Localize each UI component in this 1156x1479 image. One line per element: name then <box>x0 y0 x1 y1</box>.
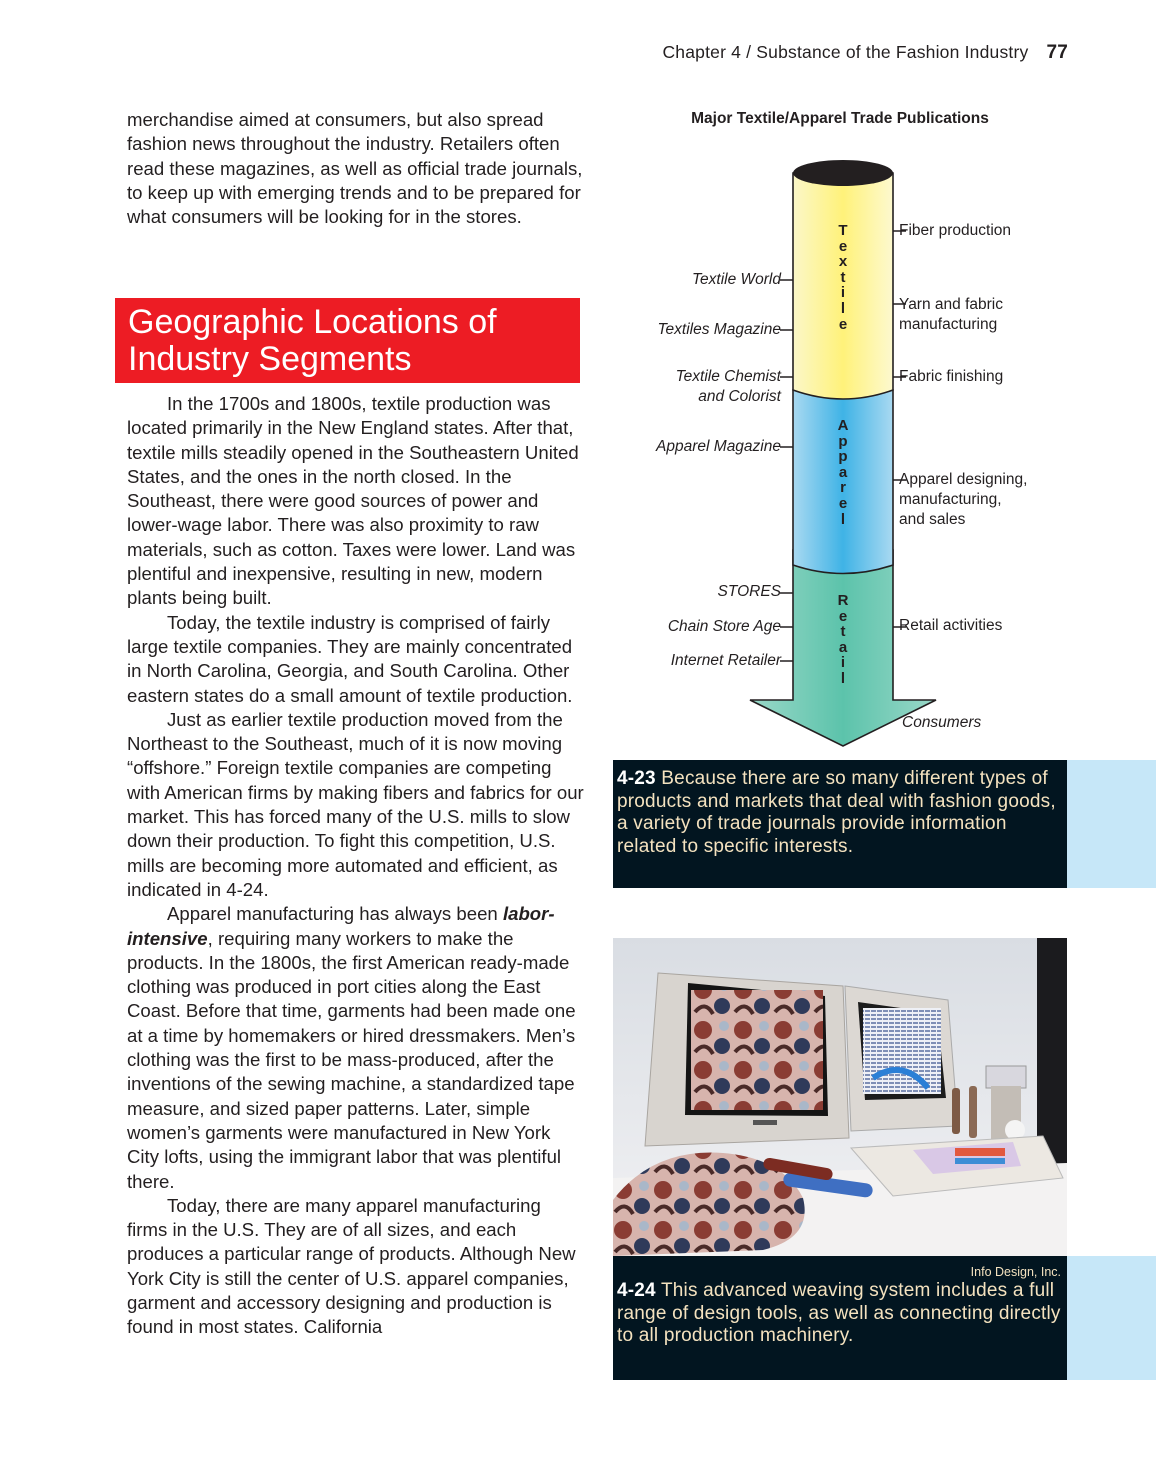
section-heading-line-2: Industry Segments <box>128 340 412 378</box>
segment-label-apparel: A p p a r e l <box>837 417 849 528</box>
key-term: labor-intensive <box>127 903 555 949</box>
paragraph-intro: Apparel manufacturing has always been <box>167 903 498 925</box>
activity-label: Retail activities <box>899 617 1003 634</box>
consumers-label: Consumers <box>902 714 982 731</box>
body-paragraph: In the 1700s and 1800s, textile production was located primarily in the New England states. After that, textile mills steadily opened in the Southeastern United States, and the ones in the north closed. In the Southeast, there were good sources of power and lower-wage labor. There was also proximity to raw materials, such as cotton. Taxes were lower. Land was plentiful and inexpensive, resulting in new, modern plants being built. <box>127 393 579 609</box>
page-number: 77 <box>1046 42 1068 63</box>
lead-paragraph-block <box>127 108 585 229</box>
trade-publications-diagram <box>612 150 1156 750</box>
body-paragraph: Just as earlier textile production moved from the Northeast to the Southeast, much of it is now moving “offshore.” Foreign textile companies are competing with American firms by making fibers and fabrics for our market. This has forced many of the U.S. mills to slow down their production. To fight this competition, U.S. mills are becoming more automated and efficient, as indicated in 4-24. <box>127 708 584 900</box>
section-body <box>127 392 585 1340</box>
body-paragraph <box>127 902 585 1194</box>
caption-text: This advanced weaving system includes a full range of design tools, as well as connecting directly to all production machinery. <box>617 1280 1061 1347</box>
caption-side-band <box>1067 1256 1156 1380</box>
segment-label-textile: T e x t i l e <box>838 222 848 333</box>
caption-text: Because there are so many different types of products and markets that deal with fashion goods, a variety of trade journals provide information related to specific interests. <box>617 768 1056 857</box>
running-head <box>662 42 1068 64</box>
activity-label: Fiber production <box>899 222 1012 239</box>
activity-label: Yarn and fabric manufacturing <box>899 296 1003 333</box>
publication-label: Textile World <box>691 271 781 288</box>
figure-title: Major Textile/Apparel Trade Publications <box>691 110 989 127</box>
segment-label-retail: R e t a i l <box>837 592 849 687</box>
publication-label: Textile Chemist and Colorist <box>675 368 781 405</box>
paragraph-rest: , requiring many workers to make the products. In the 1800s, the first American ready-made clothing was produced in port cities along the East Coast. Before that time, garments had been made one at a time by homemakers or hired dressmakers. Men’s clothing was the first to be mass-produced, after the inventions of the sewing machine, a standardized tape measure, and sized paper patterns. Later, simple women’s garments were manufactured in New York City lofts, using the immigrant labor that was plentiful there. <box>127 927 576 1192</box>
publication-label: Apparel Magazine <box>656 438 781 455</box>
body-paragraph: Today, there are many apparel manufacturing firms in the U.S. They are of all sizes, and each produces a particular range of products. Although New York City is still the center of U.S. apparel companies, garment and accessory designing and production is found in most states. California <box>127 1194 576 1338</box>
weaving-system-photo <box>613 938 1067 1256</box>
figure-caption-4-24 <box>613 1256 1067 1380</box>
lead-paragraph: merchandise aimed at consumers, but also spread fashion news throughout the industry. Retailers often read these magazines, as well as official trade journals, to keep up with emerging trends and to be prepared for what consumers will be looking for in the stores. <box>127 109 583 228</box>
figure-caption-4-23 <box>613 760 1067 888</box>
photo-credit: Info Design, Inc. <box>970 1265 1061 1279</box>
section-heading <box>115 298 580 383</box>
figure-number: 4-24 <box>617 1280 656 1301</box>
photo-illustration <box>613 938 1067 1256</box>
publication-label: Chain Store Age <box>667 618 781 635</box>
activity-label: Fabric finishing <box>899 368 1004 385</box>
publication-label: STORES <box>717 583 781 600</box>
caption-side-band <box>1067 760 1156 888</box>
activity-label: Apparel designing, manufacturing, and sales <box>899 471 1028 528</box>
body-paragraph: Today, the textile industry is comprised of fairly large textile companies. They are mainly concentrated in North Carolina, Georgia, and South Carolina. Other eastern states do a small amount of textile production. <box>127 611 573 706</box>
chapter-title: Chapter 4 / Substance of the Fashion Industry <box>662 42 1029 62</box>
figure-number: 4-23 <box>617 768 656 789</box>
publication-label: Internet Retailer <box>670 652 781 669</box>
section-heading-line-1: Geographic Locations of <box>128 303 497 341</box>
publication-label: Textiles Magazine <box>657 321 781 338</box>
